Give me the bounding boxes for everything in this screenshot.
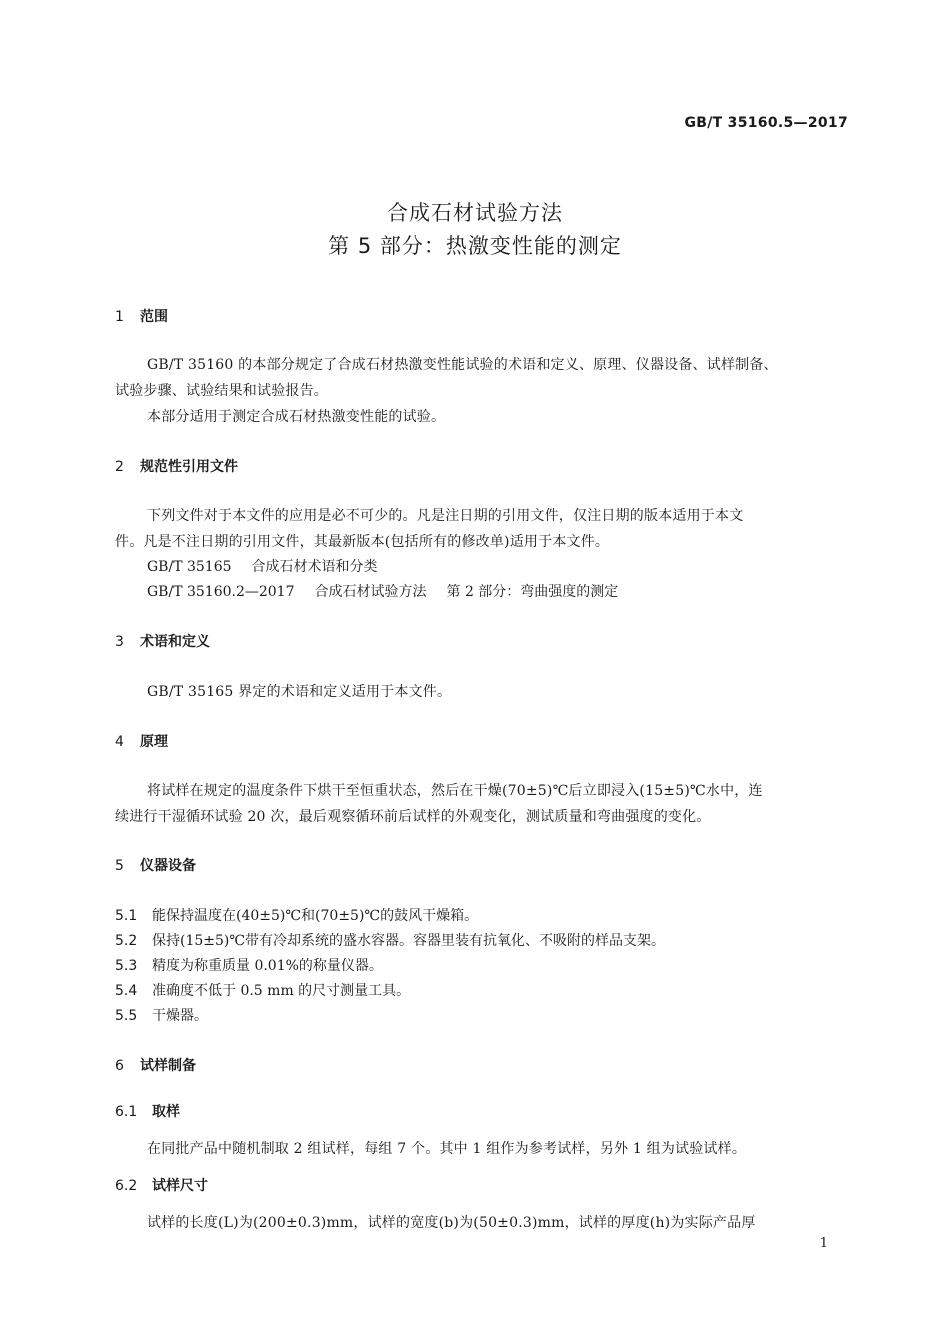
item-text: 保持(15±5)℃带有冷却系统的盛水容器。容器里装有抗氧化、不吸附的样品支架。 <box>152 933 666 949</box>
paragraph-line: 试样的长度(L)为(200±0.3)mm，试样的宽度(b)为(50±0.3)mm，试样的厚度(h)为实际产品厚 <box>147 1215 756 1231</box>
document-subtitle: 第 5 部分：热激变性能的测定 <box>328 234 622 258</box>
paragraph-line: 下列文件对于本文件的应用是必不可少的。凡是注日期的引用文件，仅注日期的版本适用于本文 <box>147 508 744 524</box>
page-number: 1 <box>819 1236 828 1251</box>
normative-reference <box>147 581 618 601</box>
paragraph-line: 将试样在规定的温度条件下烘干至恒重状态，然后在干燥(70±5)℃后立即浸入(15±5)℃水中，连 <box>147 783 763 799</box>
item-text: 准确度不低于 0.5 mm 的尺寸测量工具。 <box>152 983 411 999</box>
subsection-heading-6-2 <box>115 1175 208 1195</box>
item-number: 5.3 <box>115 958 138 974</box>
section-heading-3 <box>115 631 210 651</box>
paragraph-line: 试验步骤、试验结果和试验报告。 <box>115 383 328 399</box>
equipment-item <box>115 1005 208 1025</box>
section-title: 术语和定义 <box>140 634 210 650</box>
paragraph: 本部分适用于测定合成石材热激变性能的试验。 <box>147 409 446 425</box>
document-title: 合成石材试验方法 <box>387 201 563 225</box>
item-text: 精度为称重质量 0.01%的称量仪器。 <box>152 958 383 974</box>
section-number: 4 <box>115 734 124 750</box>
section-heading-2 <box>115 456 238 476</box>
paragraph-line: 件。凡是不注日期的引用文件，其最新版本(包括所有的修改单)适用于本文件。 <box>115 534 610 550</box>
reference-code: GB/T 35160.2—2017 <box>147 584 295 600</box>
paragraph-line: GB/T 35160 的本部分规定了合成石材热激变性能试验的术语和定义、原理、仪器设备、试样制备、 <box>147 357 778 373</box>
equipment-item <box>115 955 383 975</box>
standard-number: GB/T 35160.5—2017 <box>684 115 848 131</box>
section-number: 3 <box>115 634 124 650</box>
section-heading-5 <box>115 855 196 875</box>
equipment-item <box>115 905 478 925</box>
section-heading-1 <box>115 306 168 326</box>
paragraph: GB/T 35165 界定的术语和定义适用于本文件。 <box>147 684 452 700</box>
item-number: 5.4 <box>115 983 138 999</box>
item-text: 干燥器。 <box>152 1008 208 1024</box>
subsection-number: 6.1 <box>115 1104 138 1120</box>
item-number: 5.5 <box>115 1008 138 1024</box>
reference-part: 第 2 部分：弯曲强度的测定 <box>446 584 619 600</box>
section-heading-6 <box>115 1055 196 1075</box>
subsection-number: 6.2 <box>115 1178 138 1194</box>
section-title: 试样制备 <box>140 1058 196 1074</box>
section-title: 仪器设备 <box>140 858 196 874</box>
paragraph-line: 续进行干湿循环试验 20 次，最后观察循环前后试样的外观变化，测试质量和弯曲强度的变化。 <box>115 809 711 825</box>
item-text: 能保持温度在(40±5)℃和(70±5)℃的鼓风干燥箱。 <box>152 908 479 924</box>
normative-reference <box>147 556 378 576</box>
section-number: 2 <box>115 459 124 475</box>
section-number: 1 <box>115 309 124 325</box>
subsection-title: 取样 <box>152 1104 180 1120</box>
section-number: 6 <box>115 1058 124 1074</box>
reference-title: 合成石材术语和分类 <box>251 559 378 575</box>
section-heading-4 <box>115 731 168 751</box>
equipment-item <box>115 980 410 1000</box>
equipment-item <box>115 930 665 950</box>
subsection-heading-6-1 <box>115 1101 180 1121</box>
reference-title: 合成石材试验方法 <box>314 584 427 600</box>
section-title: 范围 <box>140 309 168 325</box>
section-title: 原理 <box>140 734 168 750</box>
reference-code: GB/T 35165 <box>147 559 232 575</box>
subsection-title: 试样尺寸 <box>152 1178 208 1194</box>
item-number: 5.1 <box>115 908 138 924</box>
section-number: 5 <box>115 858 124 874</box>
item-number: 5.2 <box>115 933 138 949</box>
paragraph: 在同批产品中随机制取 2 组试样，每组 7 个。其中 1 组作为参考试样，另外 1 组为试验试样。 <box>147 1141 747 1157</box>
section-title: 规范性引用文件 <box>140 459 238 475</box>
